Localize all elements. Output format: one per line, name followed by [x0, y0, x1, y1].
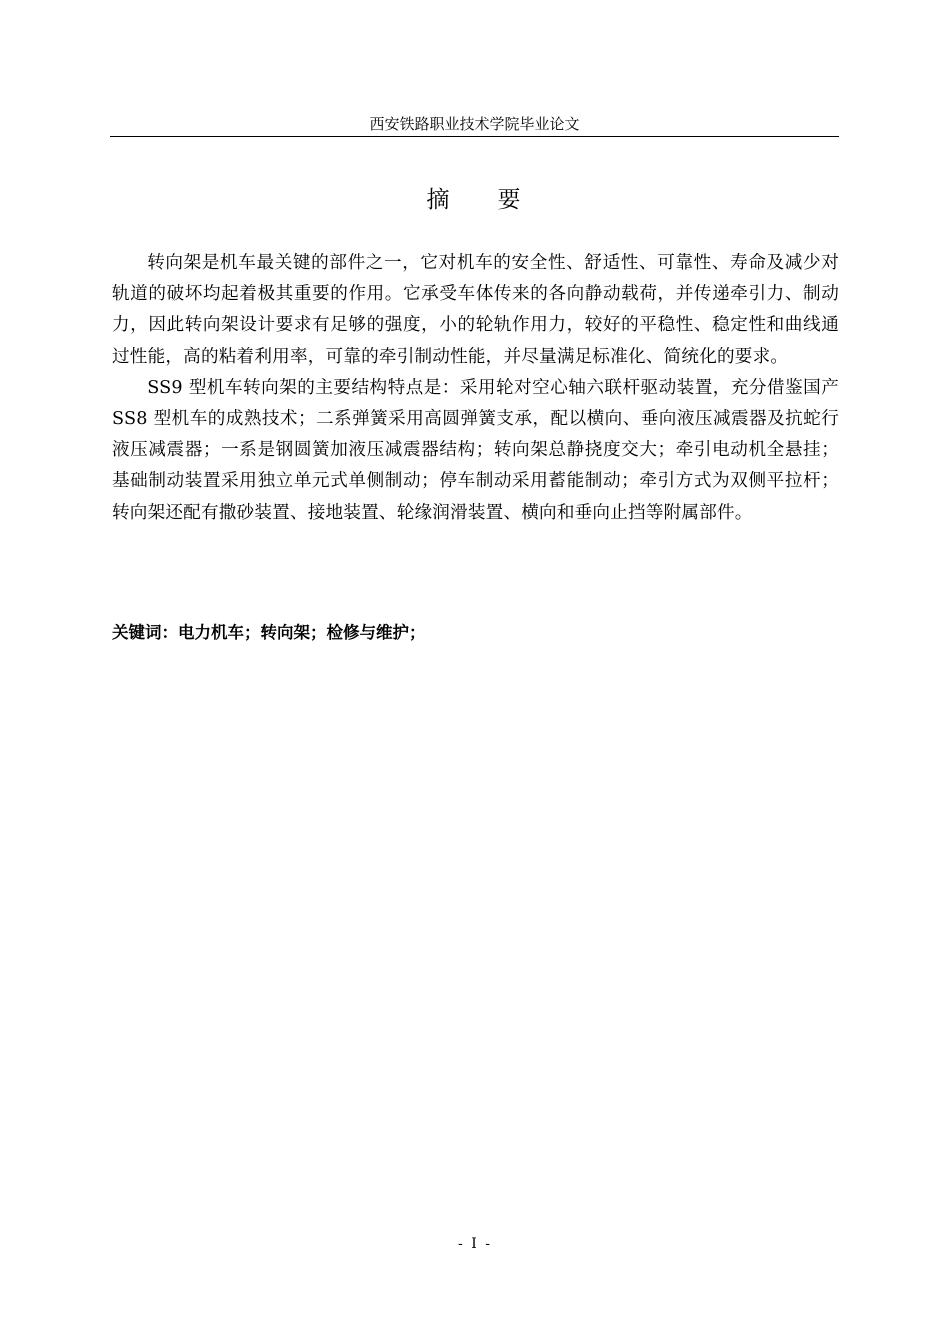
page-number: - I -	[458, 1236, 492, 1252]
abstract-title	[110, 184, 839, 216]
running-header: 西安铁路职业技术学院毕业论文	[369, 115, 580, 133]
abstract-title-char-2: 要	[497, 187, 523, 213]
abstract-body	[112, 248, 839, 529]
abstract-title-char-1: 摘	[426, 187, 452, 213]
keywords-line: 关键词：电力机车；转向架；检修与维护；	[112, 623, 426, 642]
abstract-paragraph-1: 转向架是机车最关键的部件之一，它对机车的安全性、舒适性、可靠性、寿命及减少对轨道的破坏均起着极其重要的作用。它承受车体传来的各向静动载荷，并传递牵引力、制动力，因此转向架设计要求有足够的强度，小的轮轨作用力，较好的平稳性、稳定性和曲线通过性能，高的粘着利用率，可靠的牵引制动性能，并尽量满足标准化、简统化的要求。	[112, 253, 839, 367]
header-divider	[110, 136, 839, 137]
abstract-paragraph-2: SS9 型机车转向架的主要结构特点是：采用轮对空心轴六联杆驱动装置，充分借鉴国产 SS8 型机车的成熟技术；二系弹簧采用高圆弹簧支承，配以横向、垂向液压减震器及抗蛇行液压减震器；一系是钢圆簧加液压减震器结构；转向架总静挠度交大；牵引电动机全悬挂；基础制动装置采用独立单元式单侧制动；停车制动采用蓄能制动；牵引方式为双侧平拉杆；转向架还配有撒砂装置、接地装置、轮缘润滑装置、横向和垂向止挡等附属部件。	[112, 377, 839, 523]
